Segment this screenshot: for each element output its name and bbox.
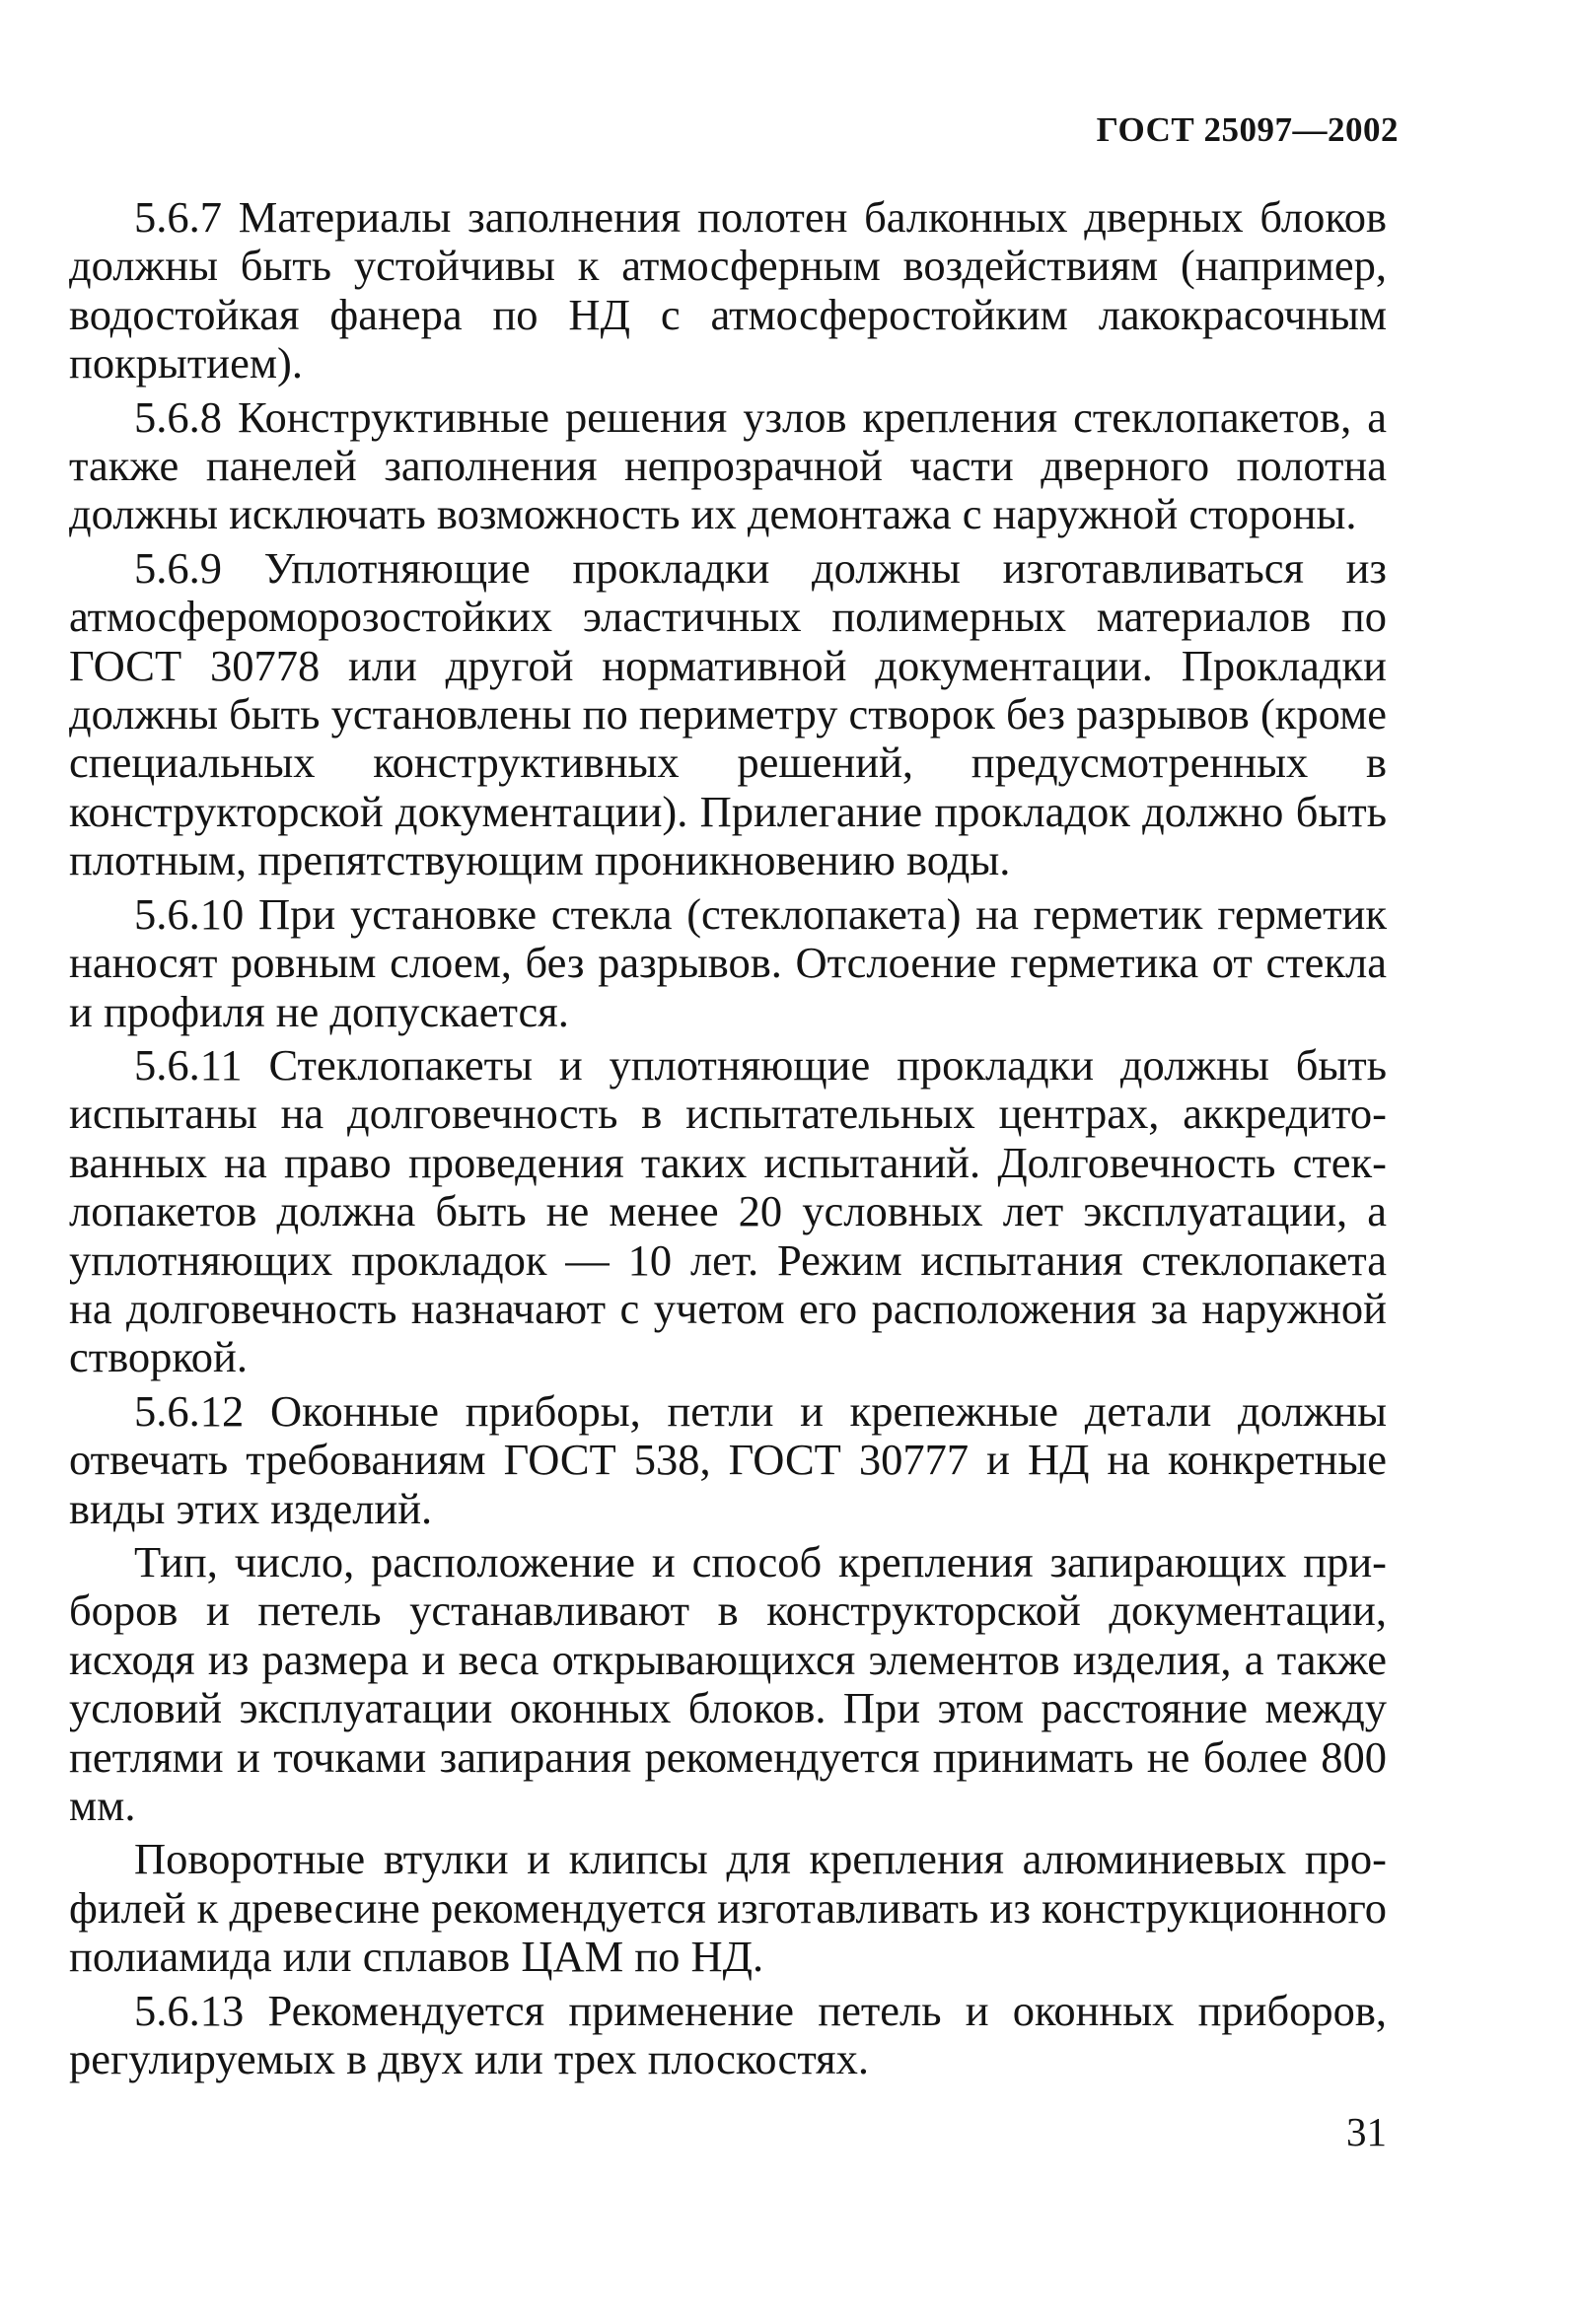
paragraph-5-6-10: 5.6.10 При установке стекла (стеклопакета) на герметик герметик наносят ровным слоем, без разрывов. Отслоение герметика от стекла и профиля не допускается. — [69, 888, 1387, 1036]
paragraph-5-6-8: 5.6.8 Конструктивные решения узлов крепления стеклопакетов, а также панелей заполнения непрозрачной части дверного полотна должны исключать возможность их демонтажа с наружной стороны. — [69, 391, 1387, 539]
paragraph-5-6-12: 5.6.12 Оконные приборы, петли и крепежные детали должны отвечать требованиям ГОСТ 538, ГОСТ 30777 и НД на конкретные виды этих изделий. — [69, 1385, 1387, 1533]
paragraph-5-6-9: 5.6.9 Уплотняющие прокладки должны изготавливаться из атмосфероморозостойких эластичных полимерных материалов по ГОСТ 30778 или другой нормативной документации. Прокладки должны быть установлены по периметру створок без разрывов (кроме специальных конструктивных решений, предусмотренных в конструкторской документации). Прилегание прокладок должно быть плотным, препятствующим проникновению воды. — [69, 542, 1387, 885]
paragraph-5-6-13: 5.6.13 Рекомендуется применение петель и оконных приборов, регулируемых в двух или трех плоскостях. — [69, 1985, 1387, 2084]
paragraph-hardware-placement: Тип, число, расположение и способ крепления запирающих приборов и петель устанавливают в конструкторской документации, исходя из размера и веса открывающихся элементов изделия, а также условий эксплуатации оконных блоков. При этом расстояние между петлями и точками запирания рекомендуется принимать не более 800 мм. — [69, 1536, 1387, 1830]
paragraph-5-6-7: 5.6.7 Материалы заполнения полотен балконных дверных блоков должны быть устойчивы к атмосферным воздействиям (например, водостойкая фанера по НД с атмосферостойким лакокрасочным покрытием). — [69, 192, 1387, 388]
document-body — [69, 193, 1387, 2088]
paragraph-bushings-clips: Поворотные втулки и клипсы для крепления алюминиевых профилей к древесине рекомендуется изготавливать из конструкционного полиамида или сплавов ЦАМ по НД. — [69, 1834, 1387, 1982]
paragraph-5-6-11: 5.6.11 Стеклопакеты и уплотняющие прокладки должны быть испытаны на долговечность в испытательных центрах, аккредитованных на право проведения таких испытаний. Долговечность стеклопакетов должна быть не менее 20 условных лет эксплуатации, а уплотняющих прокладок — 10 лет. Режим испытания стеклопакета на долговечность назначают с учетом его расположения за наружной створкой. — [69, 1039, 1387, 1382]
document-header: ГОСТ 25097—2002 — [1096, 110, 1399, 149]
page-number: 31 — [1346, 2109, 1387, 2154]
